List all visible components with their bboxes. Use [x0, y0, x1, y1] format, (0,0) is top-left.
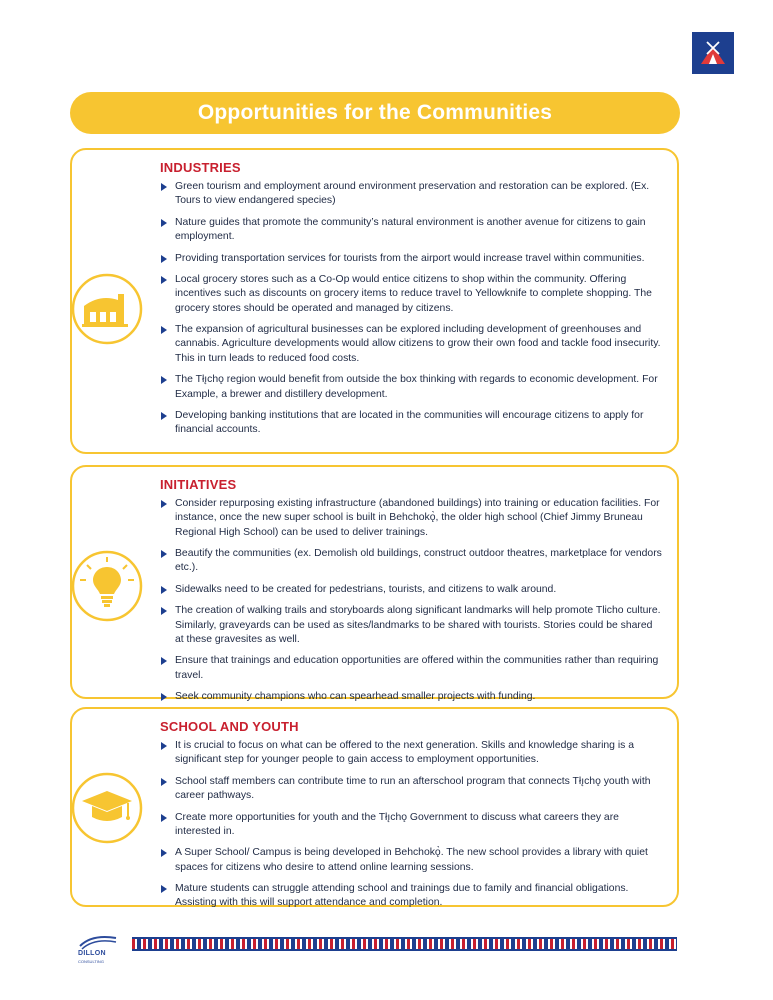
bullet-triangle-icon [161, 500, 167, 508]
dillon-logo-subtext: CONSULTING [78, 959, 104, 964]
list-item: The Tłı̨chǫ region would benefit from outside the box thinking with regards to economic development. For Example, a brewer and distillery development. [160, 373, 663, 402]
bullet-triangle-icon [161, 412, 167, 420]
bullet-triangle-icon [161, 814, 167, 822]
bullet-list [160, 180, 663, 438]
decorative-beadwork-band [132, 937, 677, 951]
list-item: The creation of walking trails and storyboards along significant landmarks will help promote Tlicho culture. Similarly, graveyards can be used as sites/landmarks to be shared with tourists. Stories could be shared at these gravesites as well. [160, 604, 663, 647]
bullet-triangle-icon [161, 586, 167, 594]
list-item: The expansion of agricultural businesses can be explored including development of greenhouses and cannabis. Agriculture developments would allow citizens to grow their own food and tackle food insecurity. This in turn leads to reduced food costs. [160, 323, 663, 366]
bullet-triangle-icon [161, 326, 167, 334]
lightbulb-icon [68, 547, 146, 625]
bullet-triangle-icon [161, 657, 167, 665]
section-school-and-youth [70, 707, 679, 907]
bullet-list [160, 497, 663, 705]
bullet-list [160, 739, 663, 911]
tlicho-logo [692, 32, 734, 74]
list-item: Mature students can struggle attending school and trainings due to family and financial obligations. Assisting with this will support attendance and completion. [160, 882, 663, 911]
bullet-triangle-icon [161, 276, 167, 284]
graduation-cap-icon [68, 769, 146, 847]
list-item: It is crucial to focus on what can be offered to the next generation. Skills and knowledge sharing is a significant step for younger people to gain access to employment opportunities. [160, 739, 663, 768]
bullet-triangle-icon [161, 607, 167, 615]
dillon-wave-icon [78, 932, 118, 950]
bullet-triangle-icon [161, 183, 167, 191]
section-heading: INDUSTRIES [160, 160, 241, 175]
list-item: Seek community champions who can spearhead smaller projects with funding. [160, 690, 663, 704]
page-title-banner [70, 92, 680, 134]
list-item: A Super School/ Campus is being developed in Behchokǫ̀. The new school provides a library with quiet spaces for citizens who desire to attend online learning sessions. [160, 846, 663, 875]
list-item: Local grocery stores such as a Co-Op would entice citizens to shop within the community. Offering incentives such as discounts on grocery items to reduce travel to Yellowknife to complete shopping. The grocery stores should be operated and managed by citizens. [160, 273, 663, 316]
bullet-triangle-icon [161, 693, 167, 701]
bullet-triangle-icon [161, 219, 167, 227]
list-item: Green tourism and employment around environment preservation and restoration can be explored. (Ex. Tours to view endangered species) [160, 180, 663, 209]
list-item: Developing banking institutions that are located in the communities will encourage citizens to apply for financial accounts. [160, 409, 663, 438]
list-item: School staff members can contribute time to run an afterschool program that connects Tłı̨chǫ youth with career pathways. [160, 775, 663, 804]
section-initiatives [70, 465, 679, 703]
bullet-triangle-icon [161, 849, 167, 857]
bullet-triangle-icon [161, 376, 167, 384]
list-item: Create more opportunities for youth and the Tłı̨chǫ Government to discuss what careers they are interested in. [160, 811, 663, 840]
tipi-logo-icon [698, 38, 728, 68]
section-heading: SCHOOL AND YOUTH [160, 719, 299, 734]
bullet-triangle-icon [161, 885, 167, 893]
dillon-logo [78, 932, 122, 972]
bullet-triangle-icon [161, 550, 167, 558]
dillon-logo-text: DILLON [78, 950, 106, 957]
page-title: Opportunities for the Communities [197, 101, 553, 124]
list-item: Nature guides that promote the community’s natural environment is another avenue for citizens to gain employment. [160, 216, 663, 245]
list-item: Sidewalks need to be created for pedestrians, tourists, and citizens to walk around. [160, 583, 663, 597]
list-item: Ensure that trainings and education opportunities are offered within the communities rather than requiring travel. [160, 654, 663, 683]
bullet-triangle-icon [161, 778, 167, 786]
bullet-triangle-icon [161, 255, 167, 263]
section-heading: INITIATIVES [160, 477, 237, 492]
bullet-triangle-icon [161, 742, 167, 750]
list-item: Providing transportation services for tourists from the airport would increase travel within communities. [160, 252, 663, 266]
section-industries [70, 148, 679, 454]
list-item: Beautify the communities (ex. Demolish old buildings, construct outdoor theatres, marketplace for vendors etc.). [160, 547, 663, 576]
list-item: Consider repurposing existing infrastructure (abandoned buildings) into training or education facilities. For instance, once the new super school is built in Behchokǫ̀, the older high school (Chief Jimmy Bruneau Regional High School) can be used to deliver trainings. [160, 497, 663, 540]
factory-icon [68, 270, 146, 348]
